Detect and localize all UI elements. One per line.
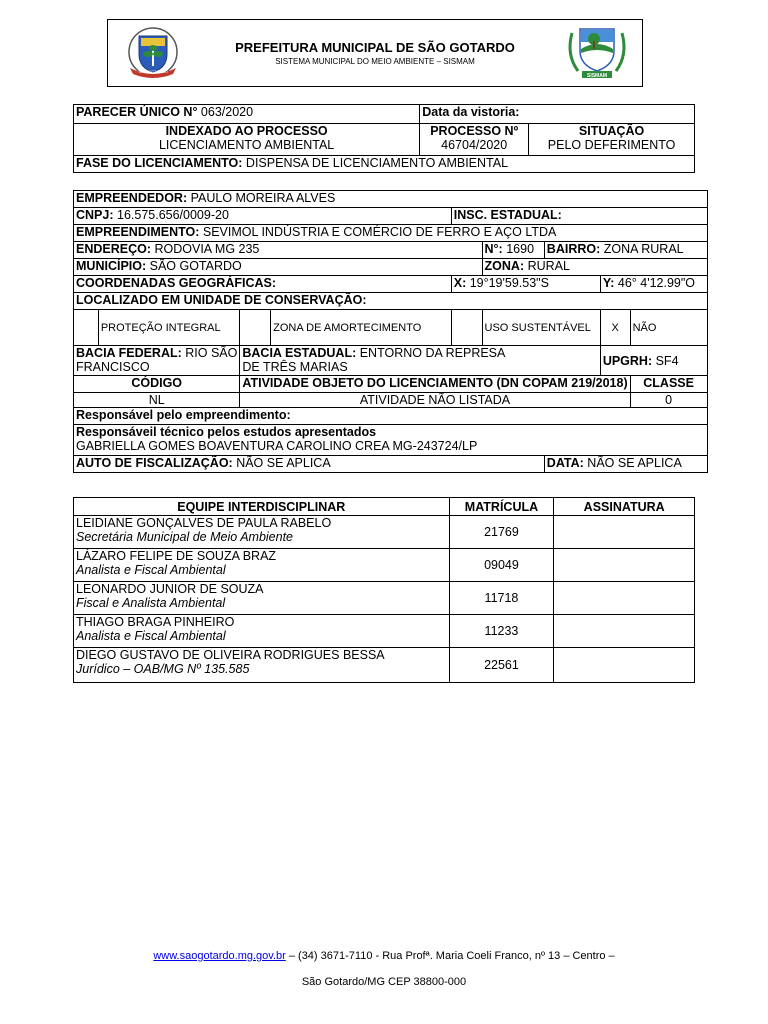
footer-line2: São Gotardo/MG CEP 38800-000 <box>301 976 467 988</box>
numero-cell: N°: 1690 <box>482 242 544 259</box>
bairro-cell: BAIRRO: ZONA RURAL <box>544 242 707 259</box>
letterhead <box>107 19 643 87</box>
insc-estadual-cell: INSC. ESTADUAL: <box>451 208 707 225</box>
uc-checkbox-protecao <box>74 310 99 346</box>
responsavel-empreendimento-cell: Responsável pelo empreendimento: <box>74 408 708 425</box>
municipio-cell: MUNICÍPIO: SÃO GOTARDO <box>74 259 483 276</box>
uc-checkbox-amortecimento <box>240 310 271 346</box>
matricula-cell: 11233 <box>449 615 554 648</box>
signature-cell <box>554 516 695 549</box>
right-logo-text: SISMAM <box>587 73 607 79</box>
matricula-header: MATRÍCULA <box>449 498 554 516</box>
uc-option-amortecimento: ZONA DE AMORTECIMENTO <box>271 310 452 346</box>
zona-cell: ZONA: RURAL <box>482 259 707 276</box>
member-cell: LEIDIANE GONÇALVES DE PAULA RABELO Secretária Municipal de Meio Ambiente <box>74 516 450 549</box>
classe-value: 0 <box>630 393 707 408</box>
atividade-header: ATIVIDADE OBJETO DO LICENCIAMENTO (DN COPAM 219/2018) <box>240 376 630 393</box>
uc-cell: LOCALIZADO EM UNIDADE DE CONSERVAÇÃO: <box>74 293 708 310</box>
vistoria-cell: Data da vistoria: <box>420 105 695 124</box>
table-row <box>74 615 695 648</box>
signature-cell <box>554 582 695 615</box>
assinatura-header: ASSINATURA <box>554 498 695 516</box>
empreendimento-table <box>73 190 708 473</box>
signature-cell <box>554 615 695 648</box>
member-cell: LEONARDO JUNIOR DE SOUZA Fiscal e Analista Ambiental <box>74 582 450 615</box>
matricula-cell: 22561 <box>449 648 554 683</box>
situacao-cell: SITUAÇÃO PELO DEFERIMENTO <box>529 124 695 156</box>
cnpj-cell: CNPJ: 16.575.656/0009-20 <box>74 208 452 225</box>
coord-x-cell: X: 19°19'59.53"S <box>451 276 600 293</box>
matricula-cell: 21769 <box>449 516 554 549</box>
signature-cell <box>554 648 695 683</box>
footer-address: – (34) 3671-7110 - Rua Profª. Maria Coeli Franco, nº 13 – Centro – <box>285 950 615 962</box>
auto-fiscalizacao-cell: AUTO DE FISCALIZAÇÃO: NÃO SE APLICA <box>74 456 545 473</box>
header-title: PREFEITURA MUNICIPAL DE SÃO GOTARDO <box>235 40 515 55</box>
uc-checkbox-sustentavel <box>451 310 482 346</box>
matricula-cell: 09049 <box>449 549 554 582</box>
member-cell: THIAGO BRAGA PINHEIRO Analista e Fiscal Ambiental <box>74 615 450 648</box>
signature-cell <box>554 549 695 582</box>
coord-y-cell: Y: 46° 4'12.99"O <box>600 276 707 293</box>
indexado-cell: INDEXADO AO PROCESSO LICENCIAMENTO AMBIENTAL <box>74 124 420 156</box>
footer-line1 <box>0 950 768 962</box>
equipe-table <box>73 497 695 683</box>
bacia-federal-cell: BACIA FEDERAL: RIO SÃO FRANCISCO <box>74 346 240 376</box>
coordenadas-cell: COORDENADAS GEOGRÁFICAS: <box>74 276 452 293</box>
table-row <box>74 516 695 549</box>
atividade-value: ATIVIDADE NÃO LISTADA <box>240 393 630 408</box>
bacia-estadual-cell: BACIA ESTADUAL: ENTORNO DA REPRESA DE TRÊS MARIAS <box>240 346 600 376</box>
codigo-value: NL <box>74 393 240 408</box>
member-cell: DIEGO GUSTAVO DE OLIVEIRA RODRIGUES BESSA Jurídico – OAB/MG Nº 135.585 <box>74 648 450 683</box>
empreendedor-cell: EMPREENDEDOR: PAULO MOREIRA ALVES <box>74 191 708 208</box>
classe-header: CLASSE <box>630 376 707 393</box>
data-cell: DATA: NÃO SE APLICA <box>544 456 707 473</box>
matricula-cell: 11718 <box>449 582 554 615</box>
fase-cell: FASE DO LICENCIAMENTO: DISPENSA DE LICENCIAMENTO AMBIENTAL <box>74 156 695 173</box>
table-row <box>74 648 695 683</box>
sismam-logo <box>564 23 630 85</box>
parecer-table <box>73 104 695 173</box>
member-cell: LÁZARO FELIPE DE SOUZA BRAZ Analista e Fiscal Ambiental <box>74 549 450 582</box>
table-row <box>74 549 695 582</box>
uc-option-nao: NÃO <box>630 310 707 346</box>
uc-checkbox-nao: X <box>600 310 630 346</box>
codigo-header: CÓDIGO <box>74 376 240 393</box>
uc-option-sustentavel: USO SUSTENTÁVEL <box>482 310 600 346</box>
responsavel-tecnico-cell: Responsáveil técnico pelos estudos apresentados GABRIELLA GOMES BOAVENTURA CAROLINO CREA MG-243724/LP <box>74 425 708 456</box>
processo-cell: PROCESSO Nº 46704/2020 <box>420 124 529 156</box>
uc-option-protecao: PROTEÇÃO INTEGRAL <box>98 310 240 346</box>
empreendimento-cell: EMPREENDIMENTO: SEVIMOL INDÚSTRIA E COMÉRCIO DE FERRO E AÇO LTDA <box>74 225 708 242</box>
equipe-header: EQUIPE INTERDISCIPLINAR <box>74 498 450 516</box>
upgrh-cell: UPGRH: SF4 <box>600 346 707 376</box>
endereco-cell: ENDEREÇO: RODOVIA MG 235 <box>74 242 483 259</box>
header-subtitle: SISTEMA MUNICIPAL DO MEIO AMBIENTE – SISMAM <box>275 57 475 66</box>
left-logo-text: SÃO GOTARDO <box>138 69 168 74</box>
parecer-cell: PARECER ÚNICO N° 063/2020 <box>74 105 420 124</box>
table-row <box>74 582 695 615</box>
website-link[interactable]: www.saogotardo.mg.gov.br <box>153 950 286 962</box>
